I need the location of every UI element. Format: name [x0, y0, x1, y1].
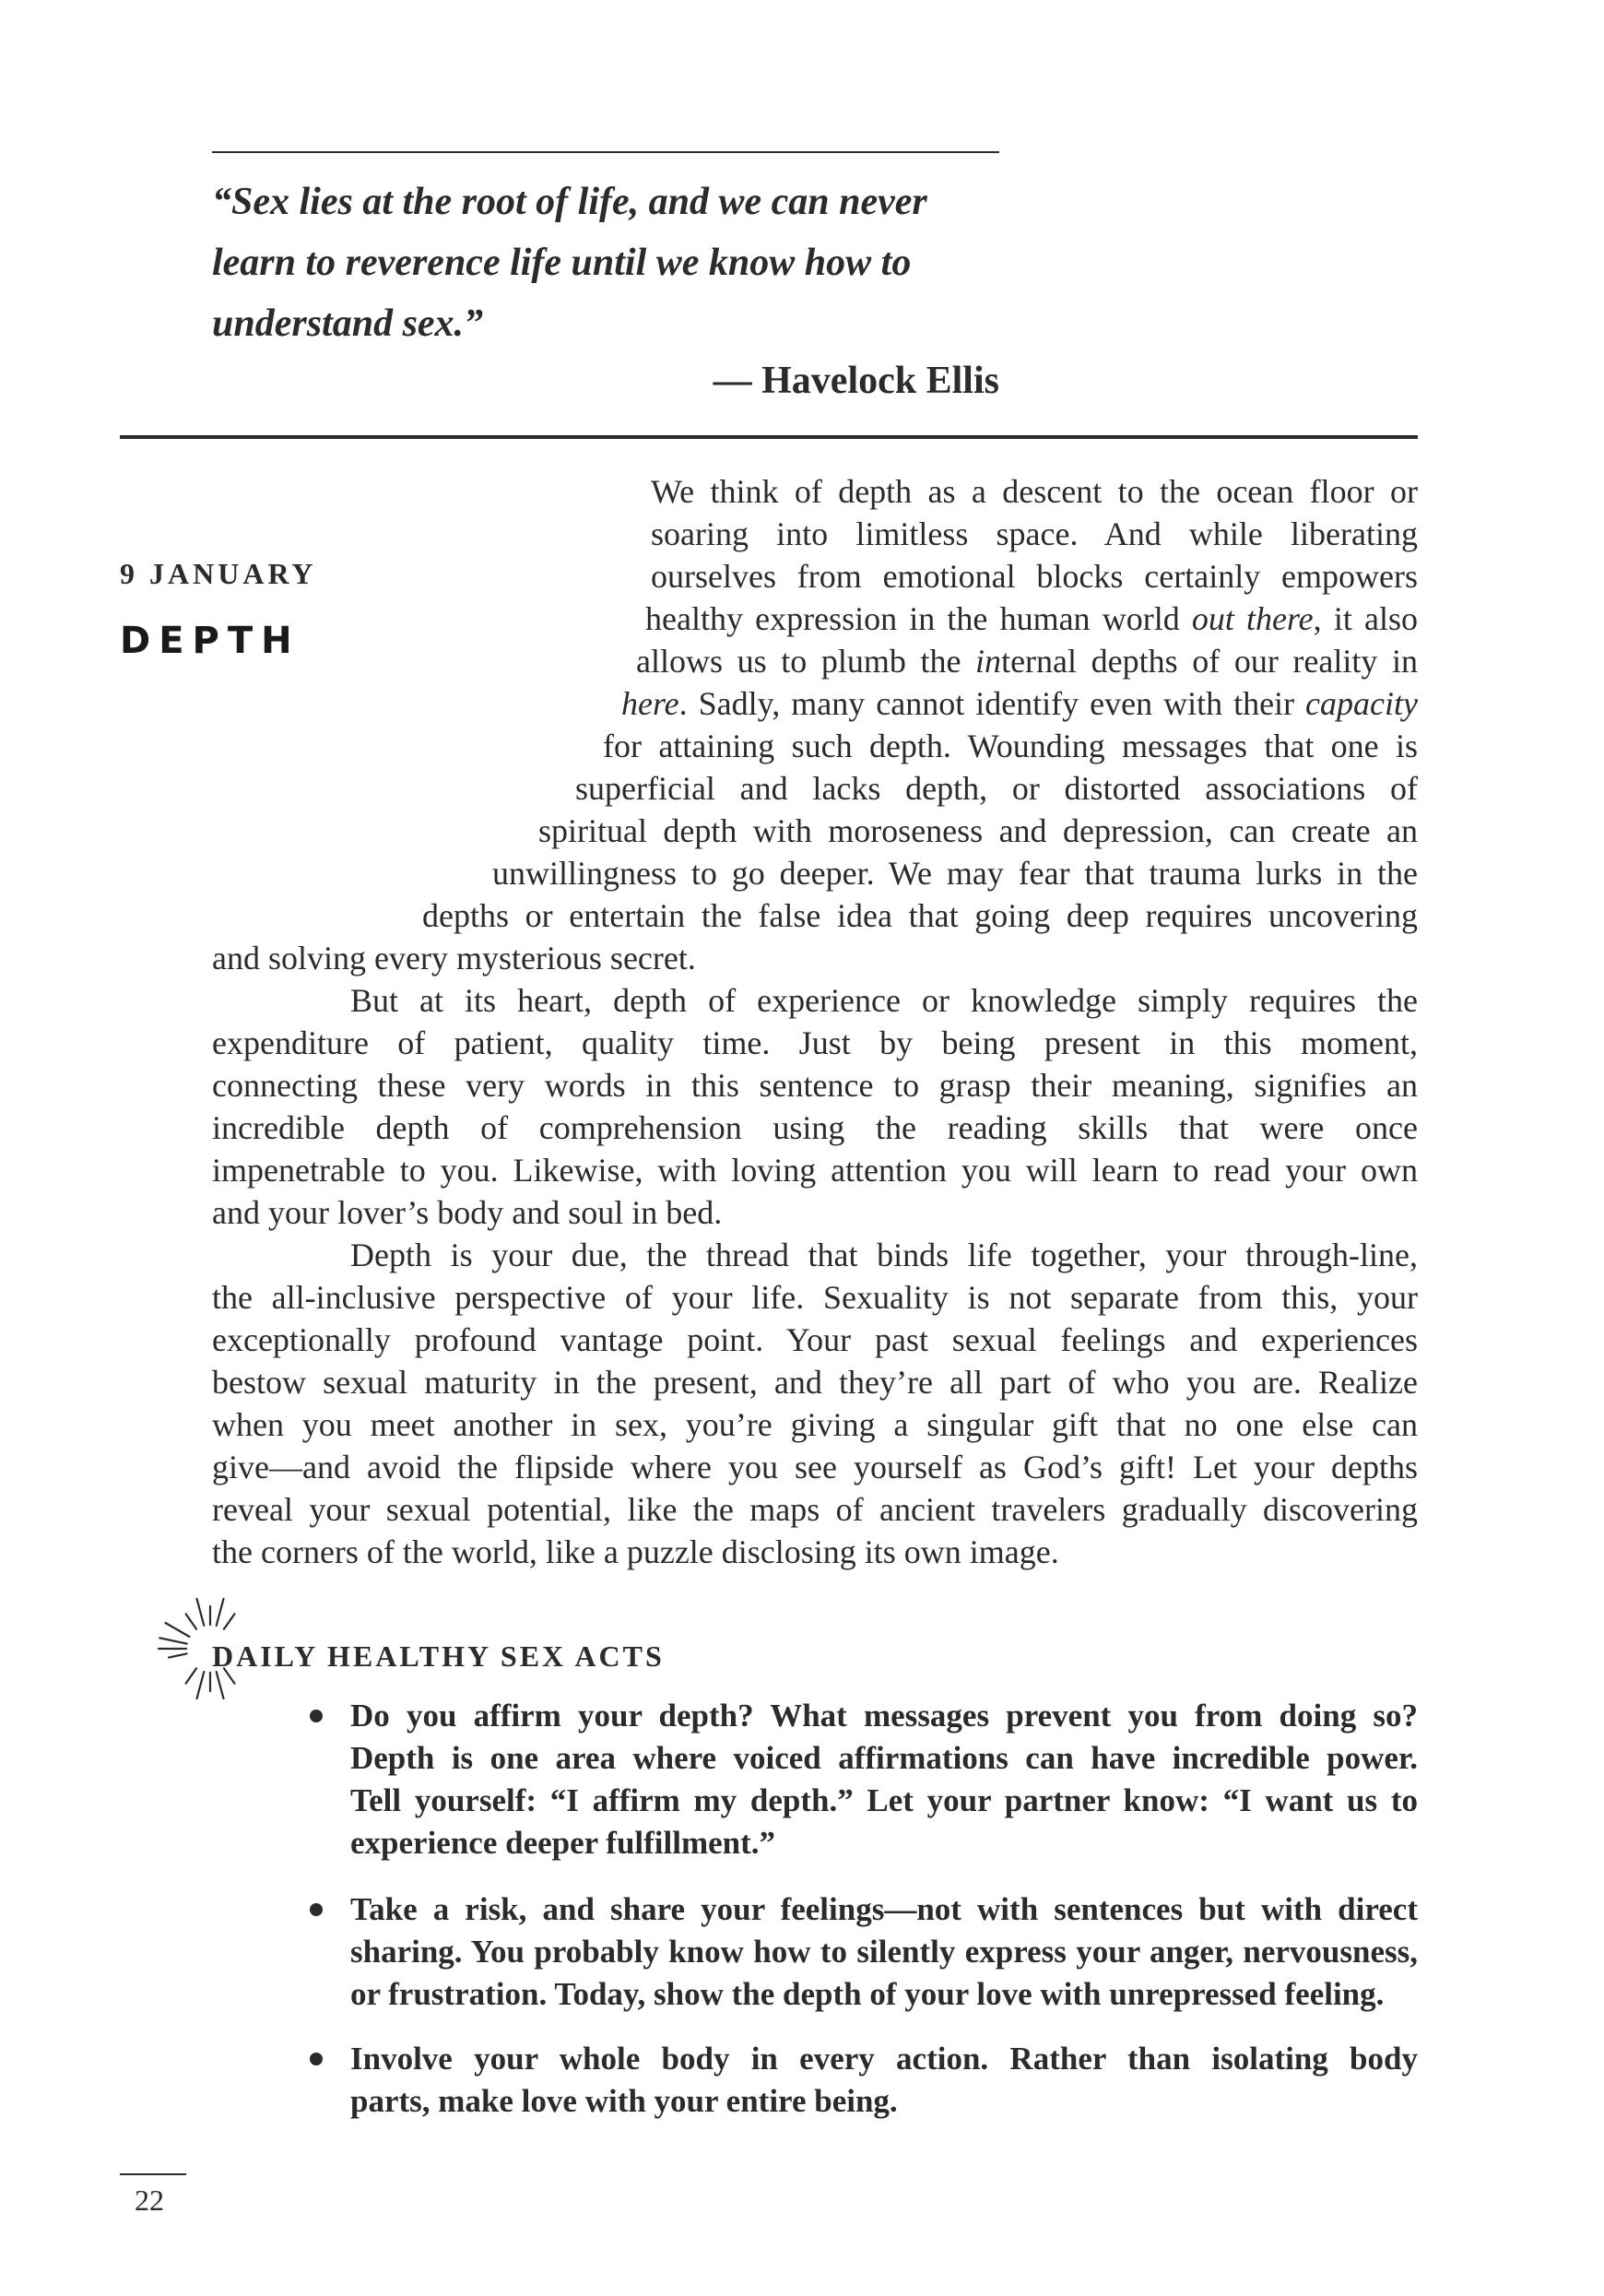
bullet-icon [310, 2053, 323, 2065]
starburst-ray [186, 1668, 196, 1683]
body-line: the corners of the world, like a puzzle disclosing its own image. [212, 1533, 1059, 1570]
starburst-ray [159, 1638, 186, 1643]
body-line: give—and avoid the flipside where you see yourself as God’s gift! Let your depths [212, 1449, 1418, 1485]
body-line: soaring into limitless space. And while liberating [651, 515, 1418, 552]
body-line: reveal your sexual potential, like the maps of ancient travelers gradually discovering [212, 1491, 1418, 1528]
epigraph-attribution: — Havelock Ellis [713, 360, 999, 402]
body-line: impenetrable to you. Likewise, with loving attention you will learn to read your own [212, 1152, 1418, 1189]
starburst-ray [197, 1672, 205, 1698]
starburst-ray [217, 1672, 224, 1698]
entry-date: 9 JANUARY [120, 557, 317, 590]
bullet-icon [310, 1903, 323, 1916]
daily-acts-heading: DAILY HEALTHY SEX ACTS [212, 1639, 665, 1673]
daily-act-line: Do you affirm your depth? What messages prevent you from doing so? [350, 1698, 1418, 1734]
body-line: But at its heart, depth of experience or knowledge simply requires the [350, 982, 1418, 1019]
body-line: and your lover’s body and soul in bed. [212, 1194, 723, 1231]
starburst-ray [166, 1623, 190, 1637]
body-line: bestow sexual maturity in the present, and they’re all part of who you are. Realize [212, 1364, 1418, 1401]
footer-rule [120, 2173, 186, 2175]
entry-title: DEPTH [120, 620, 301, 662]
starburst-ray [169, 1653, 187, 1657]
body-line: exceptionally profound vantage point. Your past sexual feelings and experiences [212, 1321, 1418, 1358]
starburst-ray [197, 1599, 205, 1626]
page-number: 22 [135, 2184, 164, 2217]
body-line: unwillingness to go deeper. We may fear that trauma lurks in the [492, 855, 1418, 892]
body-line: allows us to plumb the internal depths of our reality in [636, 643, 1418, 680]
section-divider-rule [120, 435, 1418, 439]
starburst-ray [186, 1614, 196, 1628]
daily-act-line: Tell yourself: “I affirm my depth.” Let your partner know: “I want us to [350, 1782, 1418, 1818]
body-line: the all-inclusive perspective of your life. Sexuality is not separate from this, your [212, 1279, 1418, 1316]
body-line: We think of depth as a descent to the ocean floor or [651, 473, 1418, 510]
body-line: for attaining such depth. Wounding messages that one is [603, 728, 1418, 764]
body-line: superficial and lacks depth, or distorted associations of [575, 770, 1418, 807]
body-line: when you meet another in sex, you’re giving a singular gift that no one else can [212, 1406, 1418, 1443]
epigraph-top-rule [212, 151, 999, 153]
daily-act-line: sharing. You probably know how to silently express your anger, nervousness, [350, 1934, 1418, 1970]
body-line: incredible depth of comprehension using the reading skills that were once [212, 1109, 1418, 1146]
epigraph-line: understand sex.” [212, 302, 484, 345]
epigraph-line: learn to reverence life until we know how to [212, 242, 912, 284]
body-line: here. Sadly, many cannot identify even with their capacity [621, 685, 1418, 722]
daily-act-line: parts, make love with your entire being. [350, 2083, 898, 2119]
body-line: depths or entertain the false idea that going deep requires uncovering [422, 897, 1418, 934]
body-line: spiritual depth with moroseness and depression, can create an [538, 812, 1418, 849]
body-line: ourselves from emotional blocks certainly empowers [651, 558, 1418, 595]
daily-act-line: or frustration. Today, show the depth of your love with unrepressed feeling. [350, 1976, 1385, 2012]
epigraph-quote [212, 172, 999, 354]
daily-act-line: Depth is one area where voiced affirmations can have incredible power. [350, 1740, 1418, 1776]
daily-act-line: experience deeper fulfillment.” [350, 1825, 776, 1861]
starburst-ray [217, 1599, 224, 1626]
daily-act-line: Take a risk, and share your feelings—not with sentences but with direct [350, 1891, 1418, 1927]
bullet-icon [310, 1710, 323, 1722]
body-line: healthy expression in the human world out there, it also [645, 600, 1418, 637]
starburst-ray [224, 1614, 234, 1628]
epigraph-line: “Sex lies at the root of life, and we can never [212, 181, 927, 223]
body-line: expenditure of patient, quality time. Just by being present in this moment, [212, 1024, 1418, 1061]
body-line: Depth is your due, the thread that binds life together, your through-line, [350, 1237, 1418, 1273]
daily-act-line: Involve your whole body in every action. Rather than isolating body [350, 2041, 1418, 2077]
body-line: connecting these very words in this sentence to grasp their meaning, signifies an [212, 1067, 1418, 1104]
body-line: and solving every mysterious secret. [212, 940, 696, 976]
